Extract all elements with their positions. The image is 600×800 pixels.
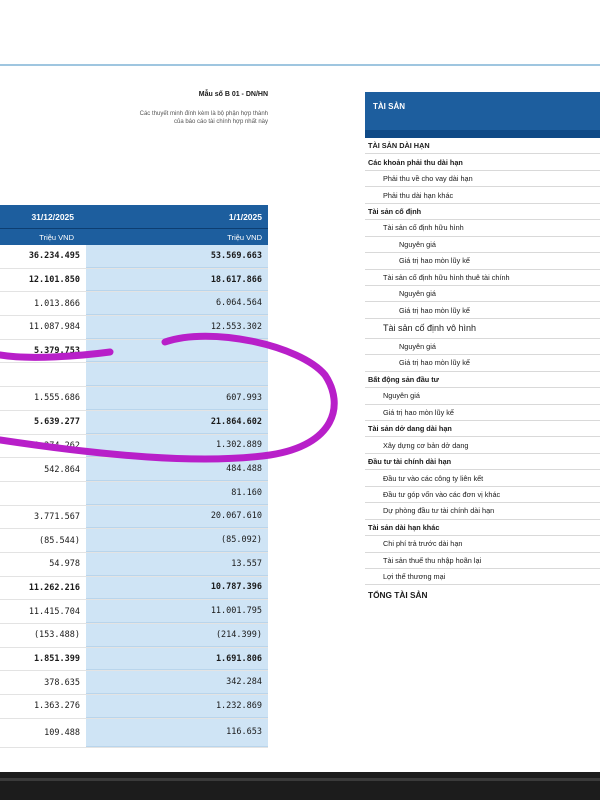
table-row <box>0 695 268 719</box>
assets-title: TÀI SẢN <box>365 92 600 138</box>
value-1-1-2025: 1.691.806 <box>86 648 268 671</box>
value-1-1-2025: 21.864.602 <box>86 411 268 434</box>
value-31-12-2025: 54.978 <box>49 559 80 570</box>
value-1-1-2025: 607.993 <box>86 387 268 410</box>
table-row <box>0 577 268 601</box>
asset-line: Tài sản cố định hữu hình <box>365 220 600 236</box>
table-row <box>0 624 268 648</box>
value-31-12-2025: 11.262.216 <box>28 582 80 593</box>
asset-line: Phải thu về cho vay dài hạn <box>365 171 600 187</box>
col-b-date: 1/1/2025 <box>228 211 262 222</box>
value-1-1-2025 <box>86 340 268 363</box>
form-code: Mẫu số B 01 - DN/HN <box>198 91 268 98</box>
value-1-1-2025: 13.557 <box>86 553 268 576</box>
value-31-12-2025: 1.555.686 <box>33 393 80 404</box>
balance-values-table <box>0 205 268 748</box>
asset-line: Tài sản cố định hữu hình thuê tài chính <box>365 270 600 286</box>
table-row <box>0 411 268 435</box>
value-31-12-2025: 12.101.850 <box>28 275 80 286</box>
top-rule <box>0 64 600 66</box>
value-1-1-2025: 484.488 <box>86 458 268 481</box>
asset-line: TÀI SẢN DÀI HẠN <box>365 138 600 154</box>
assets-panel <box>365 92 600 605</box>
value-1-1-2025: 20.067.610 <box>86 506 268 529</box>
value-31-12-2025: 5.379.753 <box>33 346 80 357</box>
value-31-12-2025: (153.488) <box>33 630 80 641</box>
table-date-header <box>0 205 268 229</box>
asset-line: Đầu tư góp vốn vào các đơn vị khác <box>365 487 600 503</box>
asset-line: Tài sản thuế thu nhập hoãn lại <box>365 553 600 569</box>
asset-line: Nguyên giá <box>365 388 600 404</box>
value-31-12-2025: 11.087.984 <box>28 322 80 333</box>
table-row <box>0 719 268 748</box>
table-row <box>0 671 268 695</box>
value-31-12-2025: 5.639.277 <box>33 417 80 428</box>
table-row <box>0 648 268 672</box>
table-row <box>0 292 268 316</box>
asset-line: Nguyên giá <box>365 286 600 302</box>
asset-line: Đầu tư vào các công ty liên kết <box>365 470 600 486</box>
asset-line: Giá trị hao mòn lũy kế <box>365 302 600 318</box>
value-1-1-2025: (214.399) <box>86 624 268 647</box>
table-row <box>0 482 268 506</box>
asset-line: Tài sản cố định <box>365 204 600 220</box>
value-1-1-2025: 11.001.795 <box>86 600 268 623</box>
asset-line: Tài sản cố định vô hình <box>365 319 600 339</box>
value-1-1-2025: (85.092) <box>86 529 268 552</box>
asset-line: Bất động sản đầu tư <box>365 372 600 388</box>
value-1-1-2025 <box>86 363 268 386</box>
asset-line: Dự phòng đầu tư tài chính dài hạn <box>365 503 600 519</box>
table-row <box>0 529 268 553</box>
asset-line: Nguyên giá <box>365 339 600 355</box>
table-row <box>0 600 268 624</box>
table-row <box>0 363 268 387</box>
col-a-date: 31/12/2025 <box>31 211 74 222</box>
asset-line: Tài sản dài hạn khác <box>365 520 600 536</box>
asset-line: Xây dựng cơ bản dở dang <box>365 437 600 453</box>
value-31-12-2025: 11.415.704 <box>28 606 80 617</box>
value-31-12-2025: 542.864 <box>44 464 80 475</box>
form-note: Các thuyết minh đính kèm là bộ phận hợp thành của báo cáo tài chính hợp nhất này <box>139 111 268 125</box>
table-row <box>0 506 268 530</box>
value-1-1-2025: 116.653 <box>86 719 268 747</box>
value-1-1-2025: 10.787.396 <box>86 577 268 600</box>
value-1-1-2025: 1.302.889 <box>86 435 268 458</box>
value-31-12-2025: 1.274.262 <box>33 440 80 451</box>
table-row <box>0 269 268 293</box>
asset-line: Lợi thế thương mại <box>365 569 600 585</box>
table-rows <box>0 245 268 748</box>
col-a-unit: Triệu VND <box>39 232 74 242</box>
value-1-1-2025: 6.064.564 <box>86 292 268 315</box>
value-1-1-2025: 18.617.866 <box>86 269 268 292</box>
asset-line: Giá trị hao mòn lũy kế <box>365 355 600 371</box>
bottom-bar <box>0 772 600 800</box>
table-row <box>0 458 268 482</box>
asset-line: Đầu tư tài chính dài hạn <box>365 454 600 470</box>
value-31-12-2025: (85.544) <box>39 535 80 546</box>
value-1-1-2025: 53.569.663 <box>86 245 268 268</box>
asset-line: Chi phí trả trước dài hạn <box>365 536 600 552</box>
table-row <box>0 245 268 269</box>
assets-lines <box>365 138 600 585</box>
value-31-12-2025: 1.363.276 <box>33 701 80 712</box>
value-1-1-2025: 342.284 <box>86 671 268 694</box>
asset-line: Giá trị hao mòn lũy kế <box>365 405 600 421</box>
table-unit-header <box>0 229 268 245</box>
value-31-12-2025: 1.013.866 <box>33 298 80 309</box>
asset-line: Các khoản phải thu dài hạn <box>365 154 600 170</box>
table-row <box>0 340 268 364</box>
asset-line: Phải thu dài hạn khác <box>365 187 600 203</box>
value-31-12-2025: 36.234.495 <box>28 251 80 262</box>
value-31-12-2025: 378.635 <box>44 677 80 688</box>
value-31-12-2025: 3.771.567 <box>33 511 80 522</box>
value-31-12-2025: 109.488 <box>44 727 80 738</box>
asset-line: Nguyên giá <box>365 237 600 253</box>
value-31-12-2025: 1.851.399 <box>33 654 80 665</box>
asset-line: Tài sản dở dang dài hạn <box>365 421 600 437</box>
assets-total: TỔNG TÀI SẢN <box>368 590 428 601</box>
table-row <box>0 387 268 411</box>
value-1-1-2025: 12.553.302 <box>86 316 268 339</box>
table-row <box>0 553 268 577</box>
table-row <box>0 435 268 459</box>
value-1-1-2025: 81.160 <box>86 482 268 505</box>
table-row <box>0 316 268 340</box>
value-1-1-2025: 1.232.869 <box>86 695 268 718</box>
asset-line: Giá trị hao mòn lũy kế <box>365 253 600 269</box>
col-b-unit: Triệu VND <box>227 232 262 242</box>
